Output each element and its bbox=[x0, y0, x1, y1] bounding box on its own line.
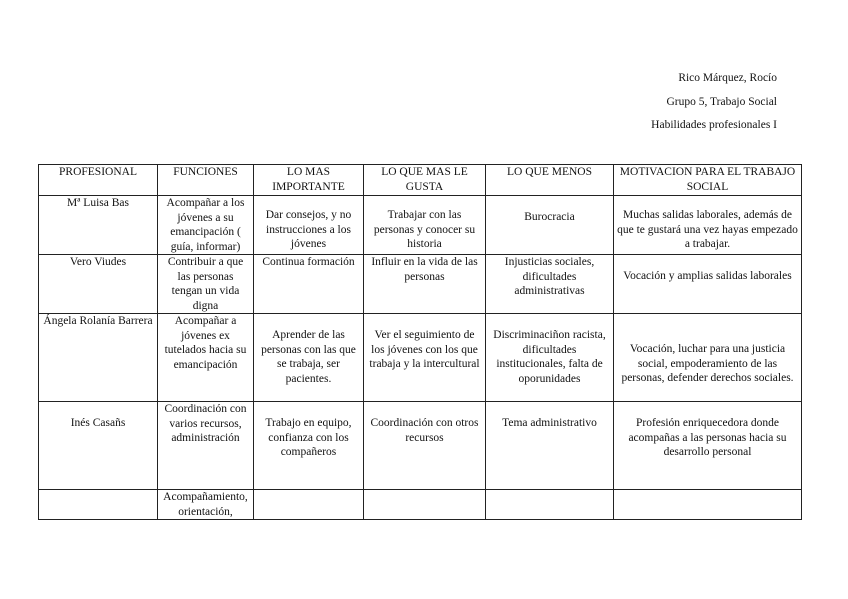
cell-motivacion bbox=[614, 490, 802, 520]
cell-menos: Injusticias sociales, dificultades administrativas bbox=[486, 255, 614, 314]
table-header-row bbox=[39, 165, 802, 196]
header-profesional: PROFESIONAL bbox=[39, 165, 158, 196]
header-menos: LO QUE MENOS bbox=[486, 165, 614, 196]
table-row bbox=[39, 402, 802, 490]
cell-motivacion: Vocación, luchar para una justicia social, empoderamiento de las personas, defender derechos sociales. bbox=[614, 314, 802, 402]
cell-motivacion: Vocación y amplias salidas laborales bbox=[614, 255, 802, 314]
cell-gusta: Ver el seguimiento de los jóvenes con los que trabaja y la intercultural bbox=[364, 314, 486, 402]
subject-label: Habilidades profesionales I bbox=[651, 119, 777, 131]
header-gusta: LO QUE MAS LE GUSTA bbox=[364, 165, 486, 196]
cell-motivacion: Muchas salidas laborales, además de que te gustará una vez hayas empezado a trabajar. bbox=[614, 196, 802, 255]
cell-funciones: Coordinación con varios recursos, administración bbox=[158, 402, 254, 490]
cell-funciones: Acompañar a jóvenes ex tutelados hacia su emancipación bbox=[158, 314, 254, 402]
table-row bbox=[39, 196, 802, 255]
cell-profesional: Ángela Rolanía Barrera bbox=[39, 314, 158, 402]
cell-menos bbox=[486, 490, 614, 520]
cell-importante: Continua formación bbox=[254, 255, 364, 314]
author-name: Rico Márquez, Rocío bbox=[678, 72, 777, 84]
cell-profesional bbox=[39, 490, 158, 520]
document-header bbox=[560, 71, 777, 142]
professionals-table bbox=[38, 164, 802, 520]
cell-gusta: Influir en la vida de las personas bbox=[364, 255, 486, 314]
cell-funciones: Acompañamiento, orientación, bbox=[158, 490, 254, 520]
cell-motivacion: Profesión enriquecedora donde acompañas a las personas hacia su desarrollo personal bbox=[614, 402, 802, 490]
cell-importante: Aprender de las personas con las que se trabaja, ser pacientes. bbox=[254, 314, 364, 402]
cell-gusta: Trabajar con las personas y conocer su historia bbox=[364, 196, 486, 255]
cell-importante bbox=[254, 490, 364, 520]
cell-funciones: Contribuir a que las personas tengan un vida digna bbox=[158, 255, 254, 314]
cell-menos: Burocracia bbox=[486, 196, 614, 255]
cell-menos: Tema administrativo bbox=[486, 402, 614, 490]
header-importante: LO MAS IMPORTANTE bbox=[254, 165, 364, 196]
header-motivacion: MOTIVACION PARA EL TRABAJO SOCIAL bbox=[614, 165, 802, 196]
cell-funciones: Acompañar a los jóvenes a su emancipación ( guía, informar) bbox=[158, 196, 254, 255]
cell-importante: Trabajo en equipo, confianza con los compañeros bbox=[254, 402, 364, 490]
cell-profesional: Vero Viudes bbox=[39, 255, 158, 314]
cell-gusta bbox=[364, 490, 486, 520]
cell-gusta: Coordinación con otros recursos bbox=[364, 402, 486, 490]
cell-menos: Discriminaciñon racista, dificultades institucionales, falta de oporunidades bbox=[486, 314, 614, 402]
cell-importante: Dar consejos, y no instrucciones a los jóvenes bbox=[254, 196, 364, 255]
cell-profesional: Mª Luisa Bas bbox=[39, 196, 158, 255]
table-row bbox=[39, 255, 802, 314]
cell-profesional: Inés Casañs bbox=[39, 402, 158, 490]
table-row bbox=[39, 314, 802, 402]
table-row bbox=[39, 490, 802, 520]
header-funciones: FUNCIONES bbox=[158, 165, 254, 196]
group-label: Grupo 5, Trabajo Social bbox=[666, 95, 777, 108]
